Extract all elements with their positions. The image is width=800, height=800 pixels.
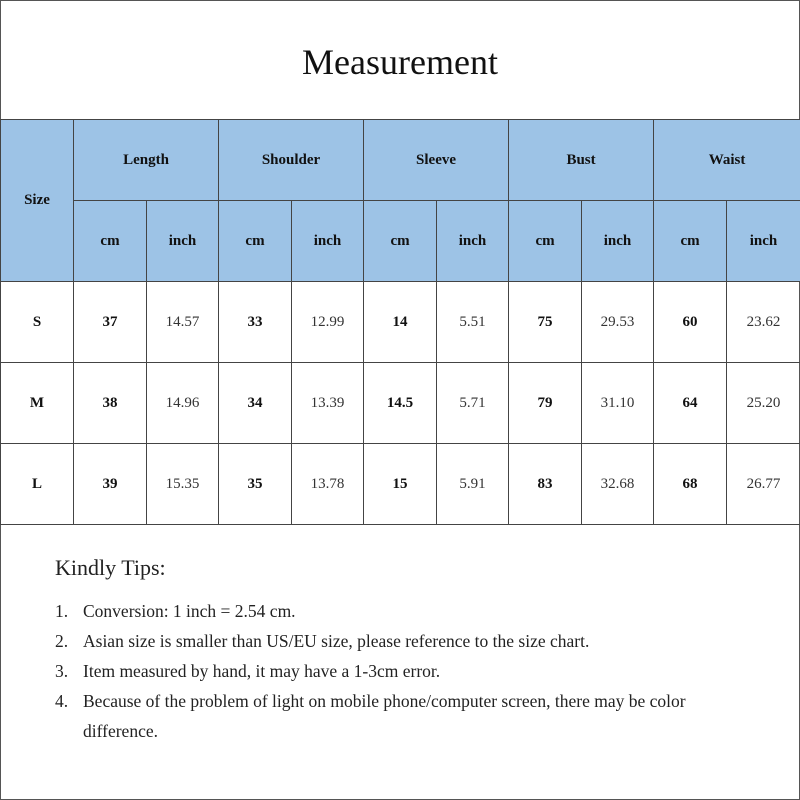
tips-section	[55, 552, 755, 746]
size-cell: M	[1, 363, 74, 444]
value-cell: 83	[509, 444, 582, 525]
unit-header-cm: cm	[74, 201, 147, 282]
value-cell: 15.35	[147, 444, 219, 525]
list-item	[55, 626, 755, 656]
value-cell: 60	[654, 282, 727, 363]
value-cell: 64	[654, 363, 727, 444]
unit-header-cm: cm	[364, 201, 437, 282]
value-cell: 14.57	[147, 282, 219, 363]
value-cell: 23.62	[727, 282, 800, 363]
list-number: 2.	[55, 631, 69, 651]
group-header-waist: Waist	[654, 120, 800, 201]
table-row	[1, 363, 800, 444]
value-cell: 14	[364, 282, 437, 363]
value-cell: 15	[364, 444, 437, 525]
value-cell: 25.20	[727, 363, 800, 444]
list-text: Conversion: 1 inch = 2.54 cm.	[83, 601, 296, 621]
value-cell: 31.10	[582, 363, 654, 444]
list-text: Asian size is smaller than US/EU size, please reference to the size chart.	[83, 631, 590, 651]
list-text: Item measured by hand, it may have a 1-3cm error.	[83, 661, 441, 681]
value-cell: 26.77	[727, 444, 800, 525]
group-header-bust: Bust	[509, 120, 654, 201]
value-cell: 12.99	[292, 282, 364, 363]
list-item	[55, 686, 755, 746]
list-item	[55, 656, 755, 686]
unit-header-inch: inch	[727, 201, 800, 282]
value-cell: 39	[74, 444, 147, 525]
value-cell: 35	[219, 444, 292, 525]
value-cell: 32.68	[582, 444, 654, 525]
value-cell: 33	[219, 282, 292, 363]
value-cell: 14.96	[147, 363, 219, 444]
tips-title: Kindly Tips:	[55, 555, 166, 580]
group-header-length: Length	[74, 120, 219, 201]
value-cell: 37	[74, 282, 147, 363]
size-cell: L	[1, 444, 74, 525]
value-cell: 5.51	[437, 282, 509, 363]
size-cell: S	[1, 282, 74, 363]
value-cell: 38	[74, 363, 147, 444]
unit-header-cm: cm	[654, 201, 727, 282]
unit-header-inch: inch	[292, 201, 364, 282]
group-header-shoulder: Shoulder	[219, 120, 364, 201]
unit-header-inch: inch	[437, 201, 509, 282]
list-number: 4.	[55, 691, 69, 711]
list-number: 1.	[55, 601, 69, 621]
unit-header-cm: cm	[509, 201, 582, 282]
size-chart-table	[0, 119, 800, 525]
table-row	[1, 444, 800, 525]
unit-header-inch: inch	[582, 201, 654, 282]
tips-list	[55, 596, 755, 746]
value-cell: 5.91	[437, 444, 509, 525]
value-cell: 79	[509, 363, 582, 444]
page-title: Measurement	[302, 42, 498, 82]
list-number: 3.	[55, 661, 69, 681]
unit-header-inch: inch	[147, 201, 219, 282]
value-cell: 14.5	[364, 363, 437, 444]
table-row	[1, 282, 800, 363]
value-cell: 13.39	[292, 363, 364, 444]
value-cell: 13.78	[292, 444, 364, 525]
value-cell: 68	[654, 444, 727, 525]
size-header: Size	[1, 120, 74, 282]
unit-header-cm: cm	[219, 201, 292, 282]
value-cell: 34	[219, 363, 292, 444]
value-cell: 5.71	[437, 363, 509, 444]
group-header-sleeve: Sleeve	[364, 120, 509, 201]
value-cell: 29.53	[582, 282, 654, 363]
list-text: Because of the problem of light on mobile phone/computer screen, there may be color difference.	[83, 691, 686, 741]
value-cell: 75	[509, 282, 582, 363]
list-item	[55, 596, 755, 626]
